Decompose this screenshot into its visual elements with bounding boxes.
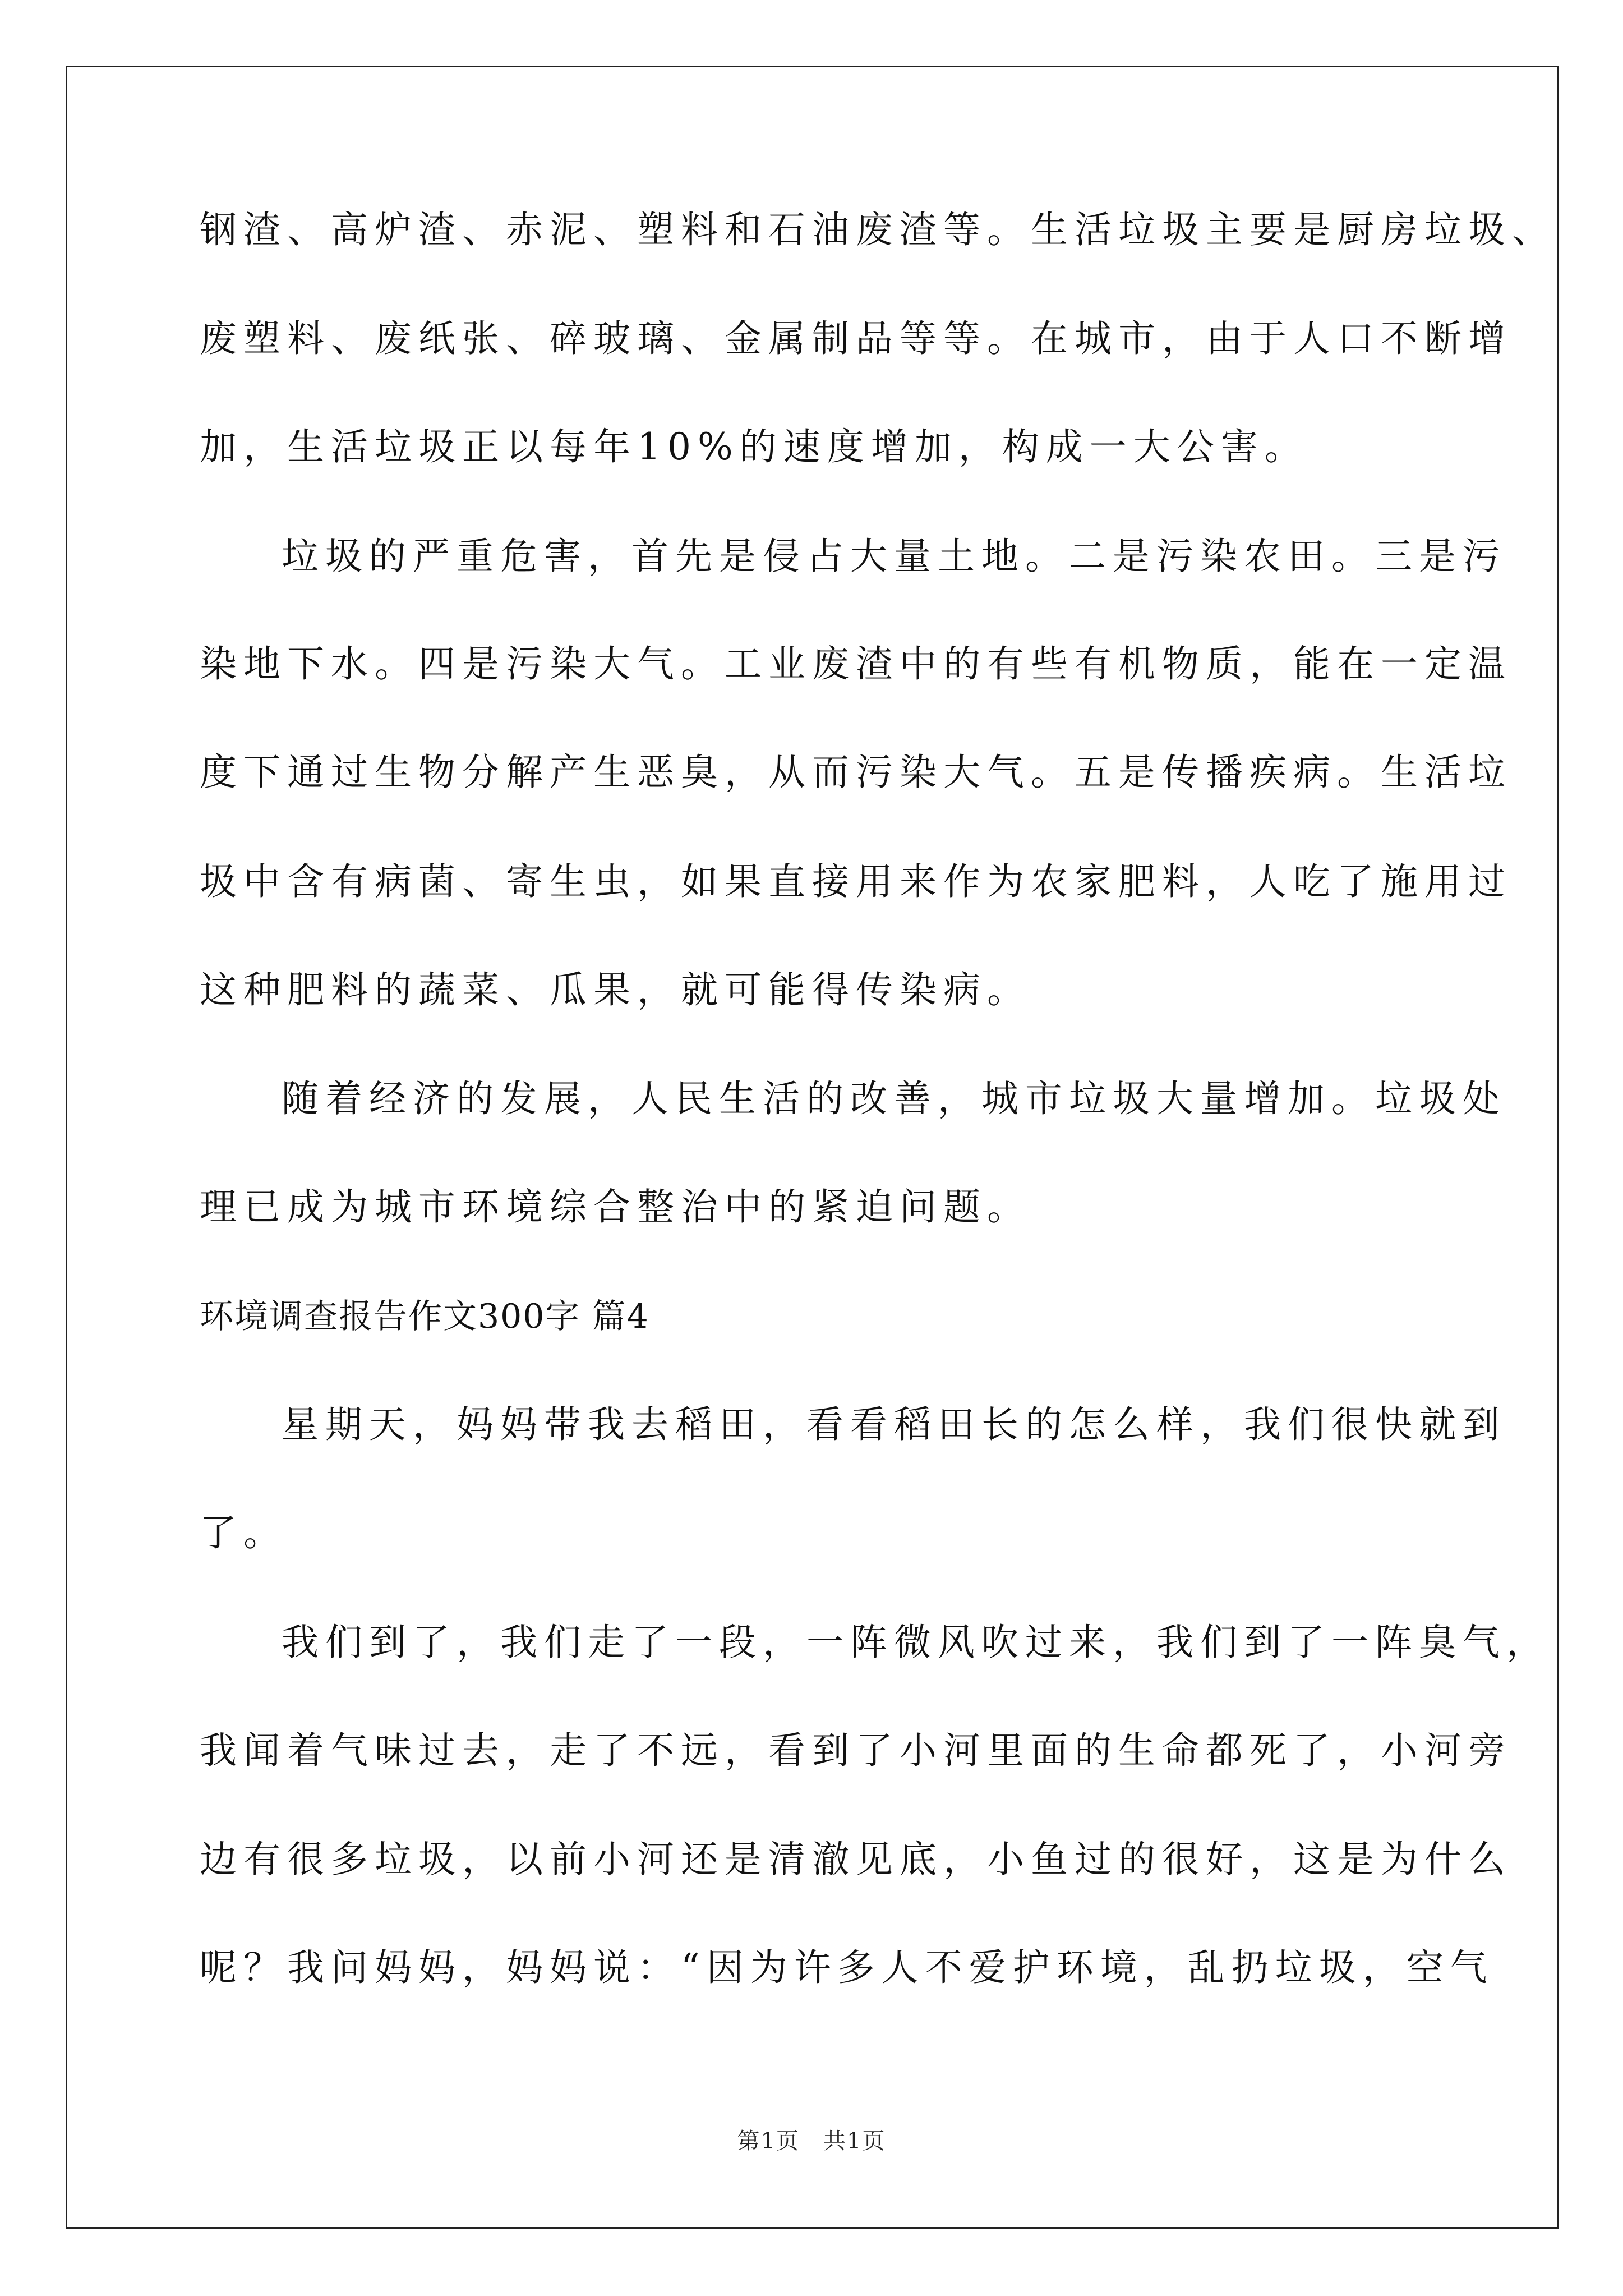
text-line: 钢渣、高炉渣、赤泥、塑料和石油废渣等。生活垃圾主要是厨房垃圾、 [200,208,1556,251]
paragraph-first-line: 随着经济的发展，人民生活的改善，城市垃圾大量增加。垃圾处 [282,1077,1506,1120]
text-line: 我闻着气味过去，走了不远，看到了小河里面的生命都死了，小河旁 [200,1729,1512,1772]
page-border [66,66,1559,2229]
text-line: 边有很多垃圾，以前小河还是清澈见底，小鱼过的很好，这是为什么 [200,1838,1512,1881]
text-line: 染地下水。四是污染大气。工业废渣中的有些有机物质，能在一定温 [200,642,1512,685]
text-line: 呢？我问妈妈，妈妈说：“因为许多人不爱护环境，乱扔垃圾，空气 [200,1946,1494,1989]
paragraph-first-line: 我们到了，我们走了一段，一阵微风吹过来，我们到了一阵臭气， [282,1621,1550,1664]
section-heading: 环境调查报告作文300字 篇4 [200,1297,649,1336]
text-line: 了。 [200,1511,287,1554]
text-line: 理已成为城市环境综合整治中的紧迫问题。 [200,1185,1031,1228]
text-line: 这种肥料的蔬菜、瓜果，就可能得传染病。 [200,968,1031,1011]
paragraph-first-line: 垃圾的严重危害，首先是侵占大量土地。二是污染农田。三是污 [282,535,1506,578]
paragraph-first-line: 星期天，妈妈带我去稻田，看看稻田长的怎么样，我们很快就到 [282,1403,1506,1446]
text-line: 废塑料、废纸张、碎玻璃、金属制品等等。在城市，由于人口不断增 [200,317,1512,360]
text-line: 加，生活垃圾正以每年10%的速度增加，构成一大公害。 [200,425,1308,468]
text-line: 度下通过生物分解产生恶臭，从而污染大气。五是传播疾病。生活垃 [200,751,1512,794]
text-line: 圾中含有病菌、寄生虫，如果直接用来作为农家肥料，人吃了施用过 [200,860,1512,903]
page-footer: 第1页 共1页 [737,2128,886,2154]
